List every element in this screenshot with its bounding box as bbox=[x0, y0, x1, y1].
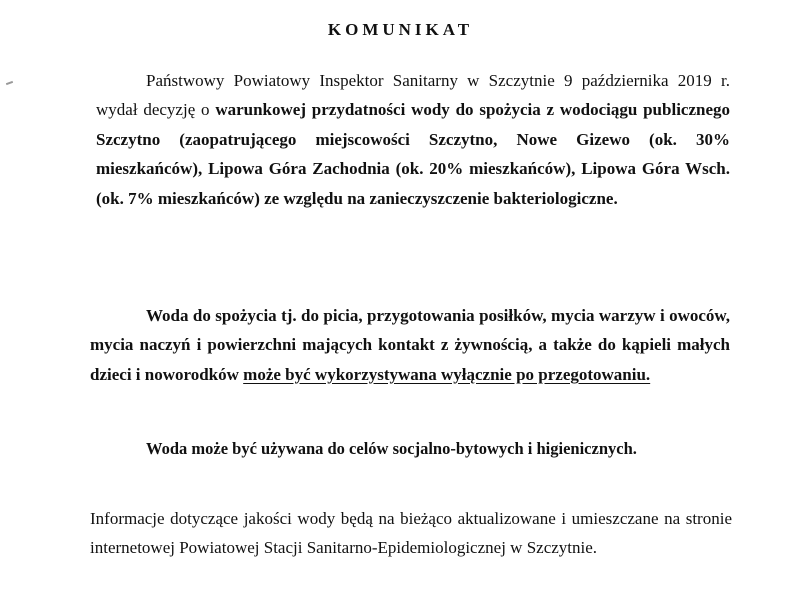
document-title: KOMUNIKAT bbox=[327, 20, 474, 39]
information-paragraph: Informacje dotyczące jakości wody będą na bieżąco aktualizowane i umieszczane na stronie internetowej Powiatowej Stacji Sanitarno-Epidemiologicznej w Szczytnie. bbox=[90, 509, 732, 558]
decision-paragraph bbox=[96, 66, 730, 213]
boil-requirement-text: może być wykorzystywana wyłącznie po przegotowaniu. bbox=[243, 364, 651, 384]
usage-restriction-text: Woda do spożycia tj. do picia, przygotowania posiłków, mycia warzyw i owoców, mycia naczyń i powierzchni mających kontakt z żywnością, a także do kąpieli małych dzieci i noworodków bbox=[90, 306, 730, 384]
usage-restriction-paragraph bbox=[90, 301, 730, 389]
decision-lead-text: Państwowy Powiatowy Inspektor Sanitarny w Szczytnie 9 października 2019 r. wydał decyzję o bbox=[96, 71, 730, 120]
decision-bold-text: warunkowej przydatności wody do spożycia z wodociągu publicznego Szczytno (zaopatrującego miejscowości Szczytno, Nowe Gizewo (ok. 30% mieszkańców), Lipowa Góra Zachodnia (ok. 20% mieszkańców), Lipowa Góra Wsch. (ok. 7% mieszkańców) ze względu na zanieczyszczenie bakteriologiczne. bbox=[96, 100, 731, 208]
sanitary-use-paragraph: Woda może być używana do celów socjalno-bytowych i higienicznych. bbox=[146, 439, 637, 458]
scan-speck bbox=[6, 81, 13, 85]
